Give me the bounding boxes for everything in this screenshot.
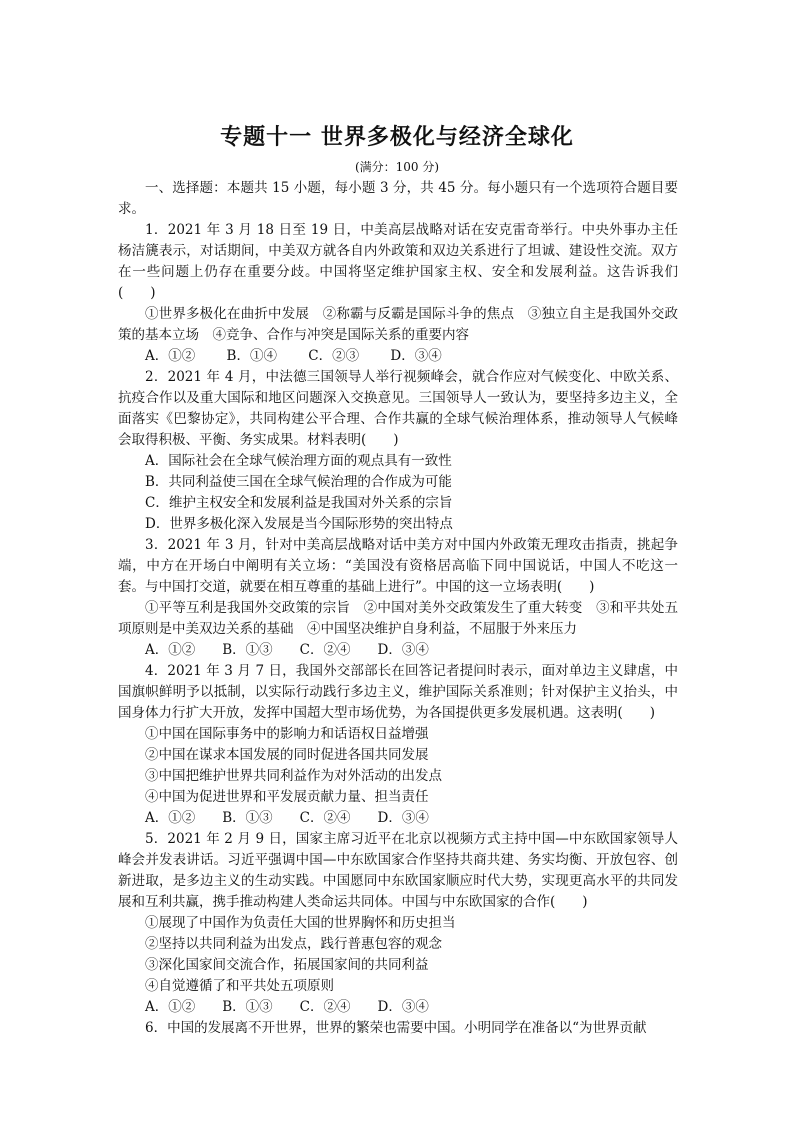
question-1-stem: 1．2021 年 3 月 18 日至 19 日，中美高层战略对话在安克雷奇举行。中央外事办主任杨洁篪表示，对话期间，中美双方就各自内外政策和双边关系进行了坦诚、建设性交流。双方在一些问题上仍存在重要分歧。中国将坚定维护国家主权、安全和发展利益。这告诉我们( ): [118, 222, 678, 301]
question-4-stem: 4．2021 年 3 月 7 日，我国外交部部长在回答记者提问时表示，面对单边主义肆虐，中国旗帜鲜明予以抵制，以实际行动践行多边主义，维护国际关系准则；针对保护主义抬头，中国身体力行扩大开放，发挥中国超大型市场优势，为各国提供更多发展机遇。这表明( ): [118, 663, 678, 721]
question-4-statement-4: ④中国为促进世界和平发展贡献力量、担当责任: [145, 789, 429, 805]
question-4-choices: A．①② B．①③ C．②④ D．③④: [145, 810, 429, 826]
question-4-statement-3: ③中国把维护世界共同利益作为对外活动的出发点: [145, 768, 442, 784]
question-4-statement-2: ②中国在谋求本国发展的同时促进各国共同发展: [145, 747, 429, 763]
question-5-stem: 5．2021 年 2 月 9 日，国家主席习近平在北京以视频方式主持中国—中东欧国家领导人峰会并发表讲话。习近平强调中国—中东欧国家合作坚持共商共建、务实均衡、开放包容、创新进取，是多边主义的生动实践。中国愿同中东欧国家顺应时代大势，实现更高水平的共同发展和互利共赢，携手推动构建人类命运共同体。中国与中东欧国家的合作( ): [118, 831, 678, 910]
question-1-statements: ①世界多极化在曲折中发展 ②称霸与反霸是国际斗争的焦点 ③独立自主是我国外交政策的基本立场 ④竞争、合作与冲突是国际关系的重要内容: [118, 306, 678, 343]
question-1-choices: A．①② B．①④ C．②③ D．③④: [145, 348, 442, 364]
question-2-choice-a: A．国际社会在全球气候治理方面的观点具有一致性: [145, 453, 452, 469]
question-2-choice-c: C．维护主权安全和发展利益是我国对外关系的宗旨: [145, 495, 453, 511]
question-3-statements: ①平等互利是我国外交政策的宗旨 ②中国对美外交政策发生了重大转变 ③和平共处五项原则是中美双边关系的基础 ④中国坚决维护自身利益，不屈服于外来压力: [118, 600, 678, 637]
question-5-statement-3: ③深化国家间交流合作，拓展国家间的共同利益: [145, 957, 429, 973]
question-3-choices: A．①② B．①③ C．②④ D．③④: [145, 642, 429, 658]
question-3-stem: 3．2021 年 3 月，针对中美高层战略对话中美方对中国内外政策无理攻击指责，挑起争端，中方在开场白中阐明有关立场：“美国没有资格居高临下同中国说话，中国人不吃这一套。与中国打交道，就要在相互尊重的基础上进行”。中国的这一立场表明( ): [118, 537, 678, 595]
page-title: 专题十一 世界多极化与经济全球化: [220, 124, 574, 150]
question-4-statement-1: ①中国在国际事务中的影响力和话语权日益增强: [145, 726, 429, 742]
question-6-stem: 6．中国的发展离不开世界，世界的繁荣也需要中国。小明同学在准备以“为世界贡献: [145, 1020, 647, 1036]
question-5-statement-1: ①展现了中国作为负责任大国的世界胸怀和历史担当: [145, 915, 456, 931]
question-5-choices: A．①② B．①③ C．②④ D．③④: [145, 999, 429, 1015]
question-5-statement-2: ②坚持以共同利益为出发点，践行普惠包容的观念: [145, 936, 442, 952]
question-2-choice-d: D．世界多极化深入发展是当今国际形势的突出特点: [145, 516, 453, 532]
question-5-statement-4: ④自觉遵循了和平共处五项原则: [145, 978, 334, 994]
question-2-stem: 2．2021 年 4 月，中法德三国领导人举行视频峰会，就合作应对气候变化、中欧关系、抗疫合作以及重大国际和地区问题深入交换意见。三国领导人一致认为，要坚持多边主义，全面落实《巴黎协定》，共同构建公平合理、合作共赢的全球气候治理体系，推动领导人气候峰会取得积极、平衡、务实成果。材料表明( ): [118, 369, 678, 448]
document-body: [118, 178, 678, 1039]
score-note: (满分：100 分): [354, 160, 440, 174]
question-2-choice-b: B．共同利益使三国在全球气候治理的合作成为可能: [145, 474, 452, 490]
section-heading: 一、选择题：本题共 15 小题，每小题 3 分，共 45 分。每小题只有一个选项符合题目要求。: [118, 180, 678, 217]
